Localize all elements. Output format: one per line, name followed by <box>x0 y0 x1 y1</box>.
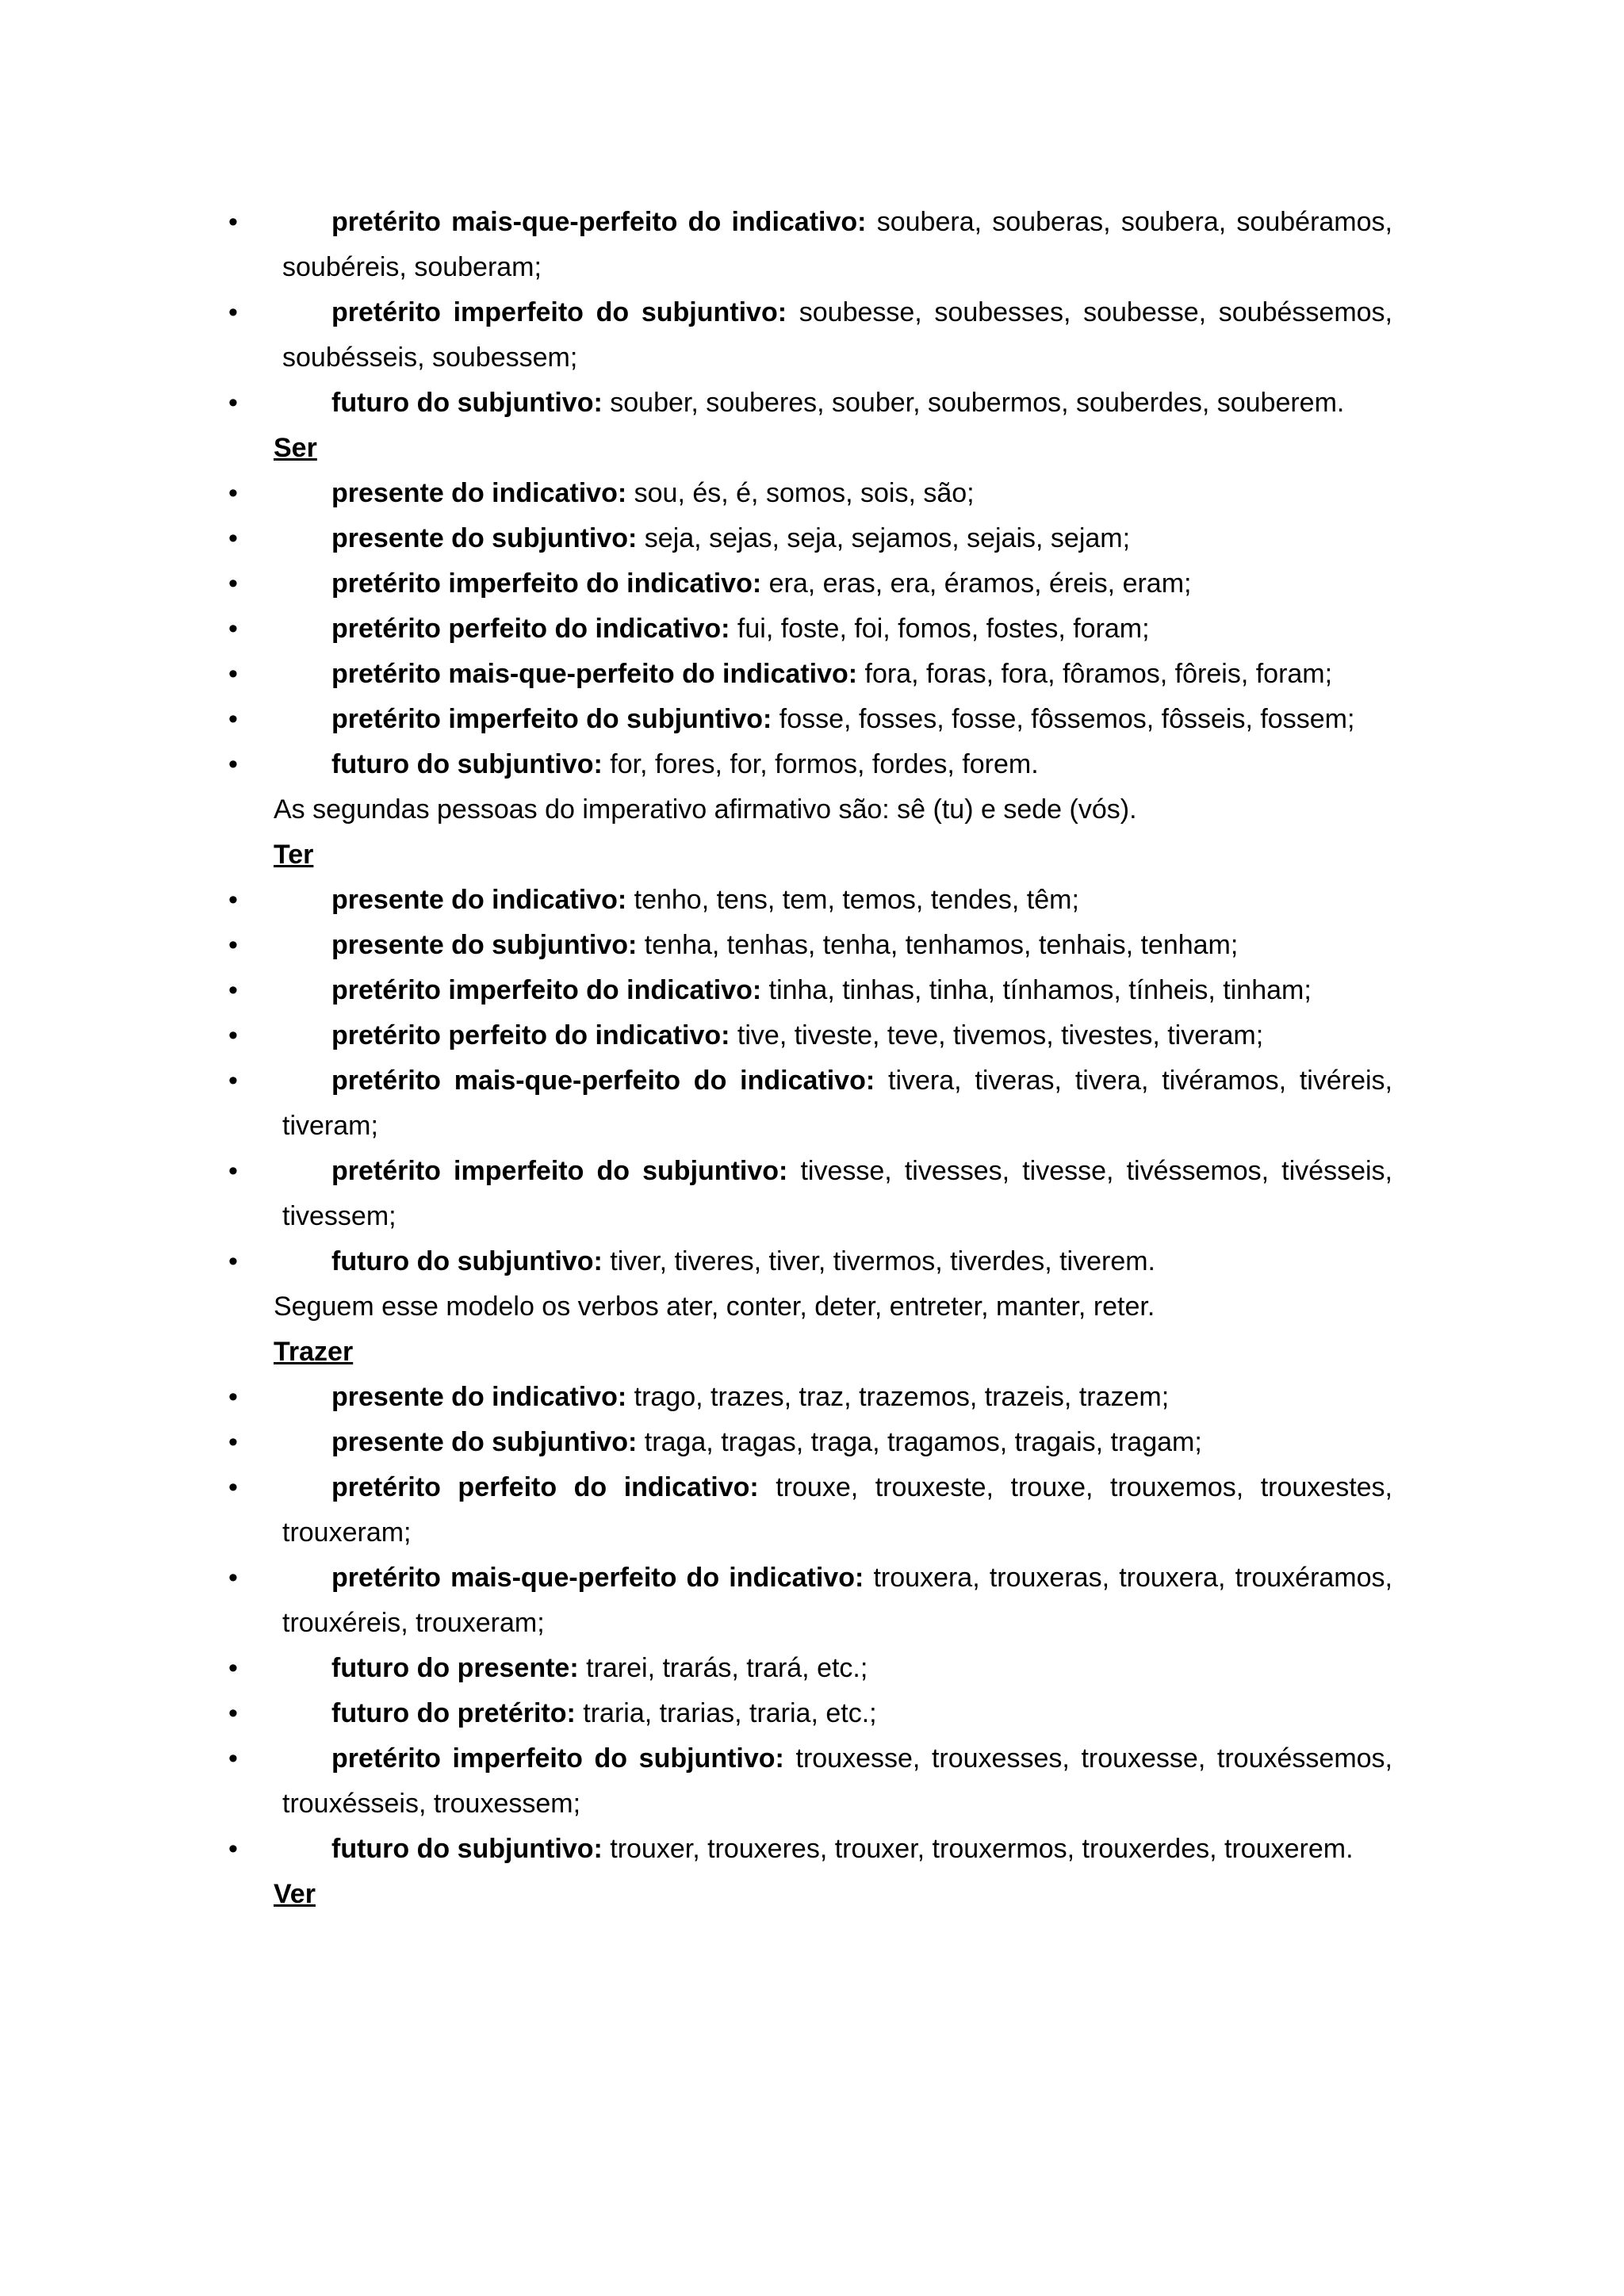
section-ver <box>0 1872 1624 1917</box>
conjugation-text: tenho, tens, tem, temos, tendes, têm; <box>626 885 1079 915</box>
tense-label: futuro do presente: <box>331 1653 579 1683</box>
conjugation-text: tive, tiveste, teve, tivemos, tivestes, tiveram; <box>730 1020 1264 1050</box>
list-item <box>0 697 1392 742</box>
conjugation-text: soubera, souberas, soubera, soubéramos, soubéreis, souberam; <box>282 207 1392 282</box>
tense-label: pretérito perfeito do indicativo: <box>331 1020 730 1050</box>
conjugation-text: tenha, tenhas, tenha, tenhamos, tenhais, tenham; <box>637 930 1239 960</box>
bullet-icon: • <box>228 930 238 960</box>
conjugation-text: tinha, tinhas, tinha, tínhamos, tínheis, tinham; <box>761 975 1312 1005</box>
bullet-icon: • <box>228 975 238 1005</box>
list-item <box>0 561 1392 607</box>
bullet-icon: • <box>228 568 238 599</box>
list-item <box>0 878 1392 923</box>
verb-heading <box>0 1872 1624 1917</box>
section-saber-continued <box>0 200 1624 426</box>
list-item <box>0 1013 1392 1058</box>
conjugation-text: trouxera, trouxeras, trouxera, trouxéramos, trouxéreis, trouxeram; <box>282 1563 1392 1638</box>
tense-label: pretérito imperfeito do indicativo: <box>331 975 762 1005</box>
list-item <box>0 1420 1392 1465</box>
bullet-icon: • <box>228 1472 238 1502</box>
tense-label: presente do indicativo: <box>331 885 627 915</box>
bullet-icon: • <box>228 1156 238 1186</box>
bullet-icon: • <box>228 1743 238 1774</box>
conjugation-text: trago, trazes, traz, trazemos, trazeis, trazem; <box>626 1382 1170 1412</box>
verb-heading-text: Ter <box>274 840 314 870</box>
bullet-icon: • <box>228 297 238 327</box>
tense-label: pretérito imperfeito do subjuntivo: <box>331 1156 788 1186</box>
section-ser <box>0 426 1624 832</box>
list-item <box>0 471 1392 516</box>
conjugation-text: soubesse, soubesses, soubesse, soubéssemos, soubésseis, soubessem; <box>282 297 1392 373</box>
list-item <box>0 1149 1392 1239</box>
bullet-icon: • <box>228 388 238 418</box>
bullet-icon: • <box>228 749 238 779</box>
tense-label: presente do indicativo: <box>331 1382 627 1412</box>
conjugation-text: tiver, tiveres, tiver, tivermos, tiverdes, tiverem. <box>602 1246 1155 1276</box>
tense-label: pretérito imperfeito do indicativo: <box>331 568 762 599</box>
tense-label: presente do subjuntivo: <box>331 1427 638 1457</box>
tense-label: presente do subjuntivo: <box>331 930 638 960</box>
tense-label: presente do subjuntivo: <box>331 523 638 553</box>
bullet-icon: • <box>228 207 238 237</box>
tense-label: futuro do subjuntivo: <box>331 1834 603 1864</box>
list-item <box>0 923 1392 968</box>
conjugation-text: sou, és, é, somos, sois, são; <box>626 478 975 508</box>
conjugation-text: traria, trarias, traria, etc.; <box>575 1698 877 1728</box>
tense-label: pretérito imperfeito do subjuntivo: <box>331 297 787 327</box>
tense-label: futuro do subjuntivo: <box>331 749 603 779</box>
bullet-icon: • <box>228 1563 238 1593</box>
tense-label: pretérito mais-que-perfeito do indicativo: <box>331 659 858 689</box>
tense-label: presente do indicativo: <box>331 478 627 508</box>
conjugation-text: era, eras, era, éramos, éreis, eram; <box>761 568 1192 599</box>
bullet-icon: • <box>228 1020 238 1050</box>
list-item <box>0 1736 1392 1827</box>
bullet-icon: • <box>228 478 238 508</box>
list-item <box>0 1375 1392 1420</box>
bullet-icon: • <box>228 614 238 644</box>
bullet-icon: • <box>228 523 238 553</box>
conjugation-text: fosse, fosses, fosse, fôssemos, fôsseis, fossem; <box>772 704 1355 734</box>
list-item <box>0 742 1392 787</box>
tense-label: pretérito perfeito do indicativo: <box>331 1472 759 1502</box>
verb-heading-text: Trazer <box>274 1337 354 1367</box>
tense-label: pretérito imperfeito do subjuntivo: <box>331 1743 784 1774</box>
tense-label: pretérito mais-que-perfeito do indicativo: <box>331 1563 864 1593</box>
tense-label: pretérito mais-que-perfeito do indicativo: <box>331 207 867 237</box>
conjugation-text: tivesse, tivesses, tivesse, tivéssemos, tivésseis, tivessem; <box>282 1156 1393 1231</box>
list-item <box>0 652 1392 697</box>
section-note: As segundas pessoas do imperativo afirmativo são: sê (tu) e sede (vós). <box>274 794 1137 825</box>
list-item <box>0 607 1392 652</box>
conjugation-text: tivera, tiveras, tivera, tivéramos, tivéreis, tiveram; <box>282 1066 1392 1141</box>
verb-heading <box>0 832 1624 878</box>
conjugation-text: for, fores, for, formos, fordes, forem. <box>602 749 1039 779</box>
section-note: Seguem esse modelo os verbos ater, conter, deter, entreter, manter, reter. <box>274 1292 1155 1322</box>
tense-label: futuro do subjuntivo: <box>331 1246 603 1276</box>
conjugation-text: trouxer, trouxeres, trouxer, trouxermos, trouxerdes, trouxerem. <box>602 1834 1354 1864</box>
bullet-icon: • <box>228 1066 238 1096</box>
verb-heading-text: Ver <box>274 1879 316 1909</box>
conjugation-text: seja, sejas, seja, sejamos, sejais, sejam; <box>637 523 1131 553</box>
bullet-icon: • <box>228 1698 238 1728</box>
bullet-icon: • <box>228 1246 238 1276</box>
conjugation-text: trarei, trarás, trará, etc.; <box>578 1653 868 1683</box>
section-trazer <box>0 1330 1624 1872</box>
bullet-icon: • <box>228 1834 238 1864</box>
tense-label: pretérito mais-que-perfeito do indicativo: <box>331 1066 875 1096</box>
list-item <box>0 381 1392 426</box>
bullet-icon: • <box>228 1653 238 1683</box>
conjugation-text: fui, foste, foi, fomos, fostes, foram; <box>730 614 1150 644</box>
conjugation-text: fora, foras, fora, fôramos, fôreis, foram; <box>857 659 1333 689</box>
verb-heading-text: Ser <box>274 433 317 463</box>
bullet-icon: • <box>228 659 238 689</box>
tense-label: futuro do subjuntivo: <box>331 388 603 418</box>
list-item <box>0 516 1392 561</box>
bullet-icon: • <box>228 1427 238 1457</box>
tense-label: pretérito imperfeito do subjuntivo: <box>331 704 772 734</box>
section-ter <box>0 832 1624 1330</box>
list-item <box>0 1465 1392 1556</box>
tense-label: pretérito perfeito do indicativo: <box>331 614 730 644</box>
list-item <box>0 1691 1392 1736</box>
list-item <box>0 1556 1392 1646</box>
list-item <box>0 1646 1392 1691</box>
list-item <box>0 290 1392 381</box>
conjugation-text: trouxesse, trouxesses, trouxesse, trouxéssemos, trouxésseis, trouxessem; <box>282 1743 1392 1819</box>
list-item <box>0 1827 1392 1872</box>
verb-heading <box>0 1330 1624 1375</box>
tense-label: futuro do pretérito: <box>331 1698 576 1728</box>
list-item <box>0 968 1392 1013</box>
bullet-icon: • <box>228 885 238 915</box>
list-item <box>0 1239 1392 1284</box>
list-item <box>0 1058 1392 1149</box>
conjugation-text: souber, souberes, souber, soubermos, souberdes, souberem. <box>602 388 1345 418</box>
list-item <box>0 200 1392 290</box>
bullet-icon: • <box>228 1382 238 1412</box>
bullet-icon: • <box>228 704 238 734</box>
conjugation-text: traga, tragas, traga, tragamos, tragais, tragam; <box>637 1427 1202 1457</box>
document-page <box>0 200 1624 1917</box>
verb-heading <box>0 426 1624 471</box>
conjugation-text: trouxe, trouxeste, trouxe, trouxemos, trouxestes, trouxeram; <box>282 1472 1392 1548</box>
